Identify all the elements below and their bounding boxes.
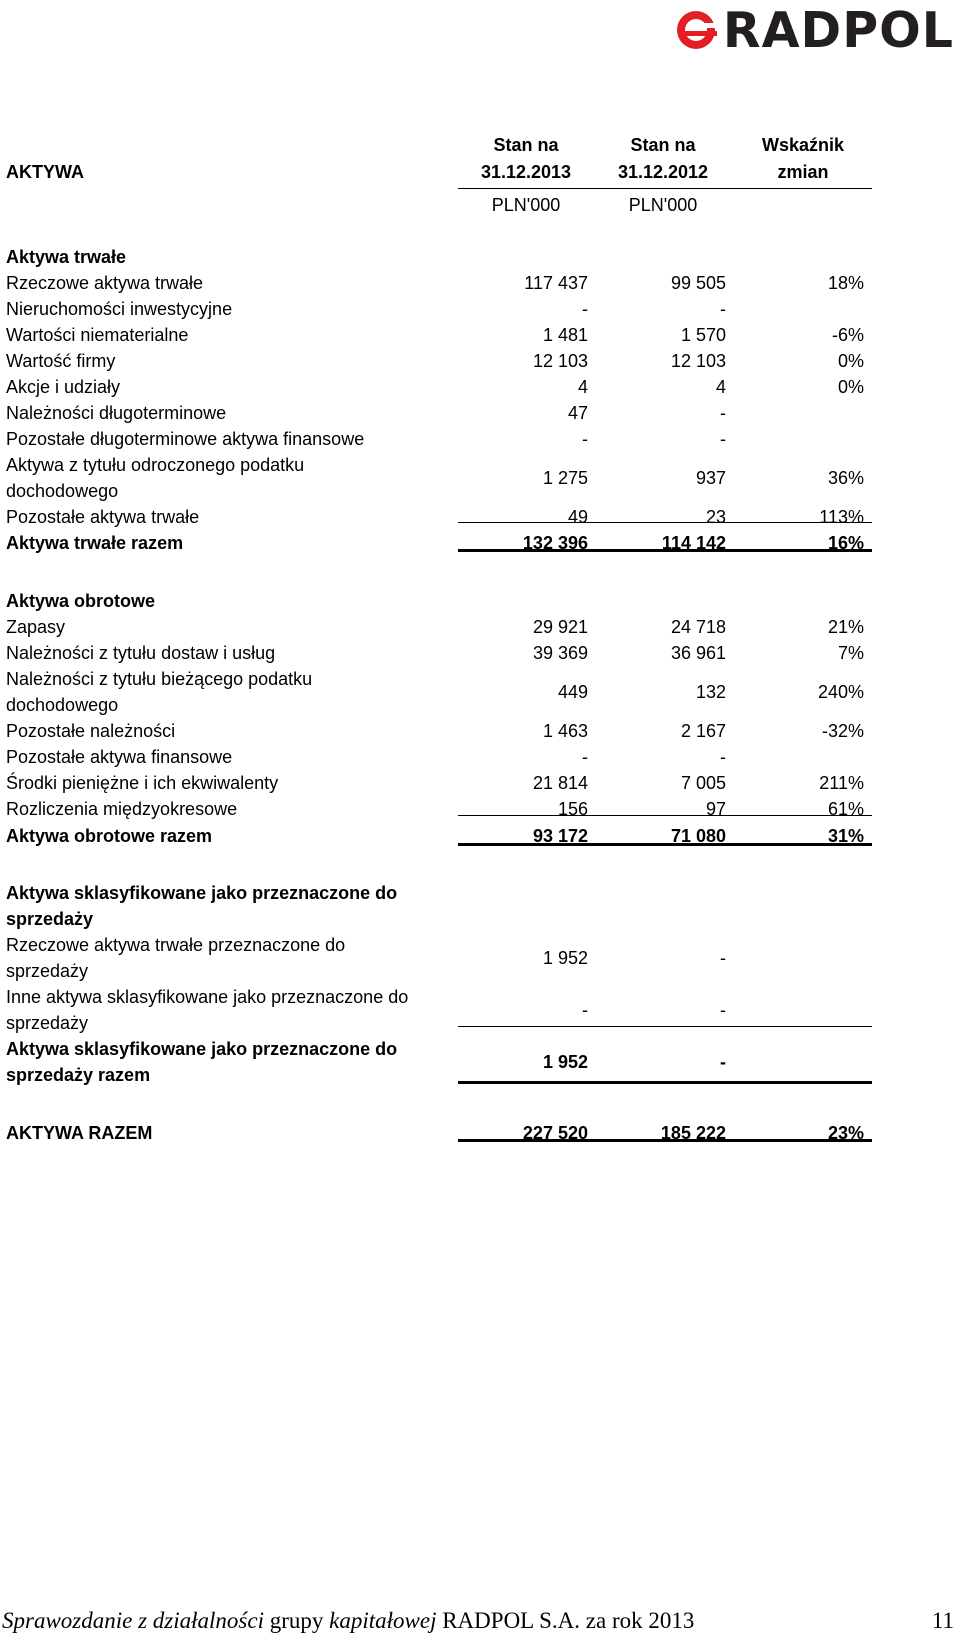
- col-2013-header-line1: Stan na: [493, 135, 559, 155]
- col-2012-header-line2: 31.12.2012: [617, 162, 709, 182]
- value-2012: -: [720, 403, 726, 423]
- total-underline: [458, 1139, 872, 1142]
- subtotal-line: [458, 522, 872, 523]
- row-label: Należności z tytułu bieżącego podatku dochodowego: [6, 669, 313, 715]
- row-label: Inne aktywa sklasyfikowane jako przeznaczone do sprzedaży: [6, 987, 409, 1033]
- value-2013: 29 921: [532, 617, 588, 637]
- value-2012: 114 142: [661, 533, 726, 553]
- change-value: 7%: [837, 643, 864, 663]
- value-2012: -: [720, 299, 726, 319]
- page-number: 11: [931, 1608, 954, 1633]
- header-divider: [458, 188, 872, 189]
- value-2013: 1 275: [542, 468, 588, 488]
- value-2013: 49: [567, 507, 588, 527]
- value-2012: 132: [695, 682, 726, 702]
- value-2013: -: [582, 1000, 588, 1020]
- value-2013: 117 437: [524, 273, 588, 293]
- row-label: Rzeczowe aktywa trwałe przeznaczone do sprzedaży: [6, 935, 346, 981]
- value-2012: 23: [705, 507, 726, 527]
- value-2013: 1 952: [542, 948, 588, 968]
- col-change-header-line2: zmian: [777, 162, 829, 182]
- row-label: Aktywa z tytułu odroczonego podatku dochodowego: [6, 455, 305, 501]
- value-2013: 12 103: [532, 351, 588, 371]
- value-2012: -: [720, 1000, 726, 1020]
- change-value: 31%: [827, 826, 864, 846]
- value-2012: 1 570: [680, 325, 726, 345]
- value-2013: 1 481: [542, 325, 588, 345]
- total-underline: [458, 1081, 872, 1084]
- row-label: Pozostałe długoterminowe aktywa finansowe: [6, 429, 365, 449]
- change-value: 0%: [837, 351, 864, 371]
- value-2012: 937: [695, 468, 726, 488]
- col-2012-header: [603, 132, 723, 186]
- row-label: Nieruchomości inwestycyjne: [6, 299, 233, 319]
- value-2013: 156: [557, 799, 588, 819]
- current-assets-title: Aktywa obrotowe: [6, 591, 156, 611]
- value-2012: 97: [705, 799, 726, 819]
- row-label: Pozostałe aktywa finansowe: [6, 747, 233, 767]
- row-label: Aktywa obrotowe razem: [6, 826, 213, 846]
- value-2012: -: [720, 429, 726, 449]
- value-2012: 4: [715, 377, 726, 397]
- section-title: AKTYWA: [6, 162, 84, 182]
- total-underline: [458, 549, 872, 552]
- change-value: -32%: [821, 721, 864, 741]
- value-2013: 1 463: [542, 721, 588, 741]
- value-2013: 227 520: [522, 1123, 588, 1143]
- change-value: 23%: [827, 1123, 864, 1143]
- value-2012: 24 718: [670, 617, 726, 637]
- footer-part-1: Sprawozdanie z działalności: [2, 1608, 264, 1633]
- col-change-header-line1: Wskaźnik: [761, 135, 845, 155]
- footer-part-4: RADPOL S.A. za rok 2013: [436, 1608, 695, 1633]
- row-label: Środki pieniężne i ich ekwiwalenty: [6, 773, 279, 793]
- change-value: 16%: [827, 533, 864, 553]
- value-2012: 2 167: [680, 721, 726, 741]
- value-2012: 185 222: [660, 1123, 726, 1143]
- col-2013-header-line2: 31.12.2013: [480, 162, 572, 182]
- value-2012: -: [720, 948, 726, 968]
- change-value: 36%: [827, 468, 864, 488]
- value-2012: 99 505: [670, 273, 726, 293]
- change-value: 211%: [819, 773, 864, 793]
- footer-text: [2, 1608, 694, 1634]
- value-2013: -: [582, 429, 588, 449]
- held-for-sale-title: Aktywa sklasyfikowane jako przeznaczone do sprzedaży: [6, 883, 398, 929]
- footer-part-3: kapitałowej: [329, 1608, 437, 1633]
- value-2013: 47: [567, 403, 588, 423]
- row-label: Pozostałe aktywa trwałe: [6, 507, 200, 527]
- value-2012: 7 005: [680, 773, 726, 793]
- value-2012: 36 961: [670, 643, 726, 663]
- change-value: 0%: [837, 377, 864, 397]
- value-2013: 449: [557, 682, 588, 702]
- col-change-header: [743, 132, 863, 186]
- value-2013: 4: [577, 377, 588, 397]
- value-2012: 71 080: [670, 826, 726, 846]
- value-2012: 12 103: [670, 351, 726, 371]
- value-2012: -: [720, 1052, 726, 1072]
- col-2013-header: [466, 132, 586, 186]
- logo-text: RADPOL: [722, 1, 954, 59]
- change-value: -6%: [831, 325, 864, 345]
- row-label: Zapasy: [6, 617, 66, 637]
- row-label: Rzeczowe aktywa trwałe: [6, 273, 204, 293]
- row-label: AKTYWA RAZEM: [6, 1123, 153, 1143]
- col-2012-header-line1: Stan na: [630, 135, 696, 155]
- row-label: Pozostałe należności: [6, 721, 176, 741]
- subtotal-line: [458, 1026, 872, 1027]
- change-value: 240%: [817, 682, 864, 702]
- value-2013: 21 814: [532, 773, 588, 793]
- change-value: 61%: [827, 799, 864, 819]
- row-label: Należności długoterminowe: [6, 403, 227, 423]
- total-underline: [458, 843, 872, 846]
- footer-part-2: grupy: [263, 1608, 330, 1633]
- value-2012: -: [720, 747, 726, 767]
- unit-2013: PLN'000: [491, 195, 561, 215]
- subtotal-line: [458, 815, 872, 816]
- fixed-assets-title: Aktywa trwałe: [6, 247, 127, 267]
- row-label: Wartość firmy: [6, 351, 116, 371]
- row-label: Aktywa sklasyfikowane jako przeznaczone do sprzedaży razem: [6, 1039, 398, 1085]
- change-value: 21%: [827, 617, 864, 637]
- row-label: Aktywa trwałe razem: [6, 533, 184, 553]
- change-value: 113%: [819, 507, 864, 527]
- row-label: Rozliczenia międzyokresowe: [6, 799, 238, 819]
- unit-2012: PLN'000: [628, 195, 698, 215]
- radpol-logo-icon: [675, 9, 717, 51]
- value-2013: 39 369: [532, 643, 588, 663]
- value-2013: 1 952: [542, 1052, 588, 1072]
- value-2013: 132 396: [522, 533, 588, 553]
- value-2013: 93 172: [532, 826, 588, 846]
- value-2013: -: [582, 299, 588, 319]
- row-label: Należności z tytułu dostaw i usług: [6, 643, 276, 663]
- row-label: Akcje i udziały: [6, 377, 121, 397]
- radpol-logo: [675, 1, 954, 59]
- change-value: 18%: [827, 273, 864, 293]
- value-2013: -: [582, 747, 588, 767]
- row-label: Wartości niematerialne: [6, 325, 189, 345]
